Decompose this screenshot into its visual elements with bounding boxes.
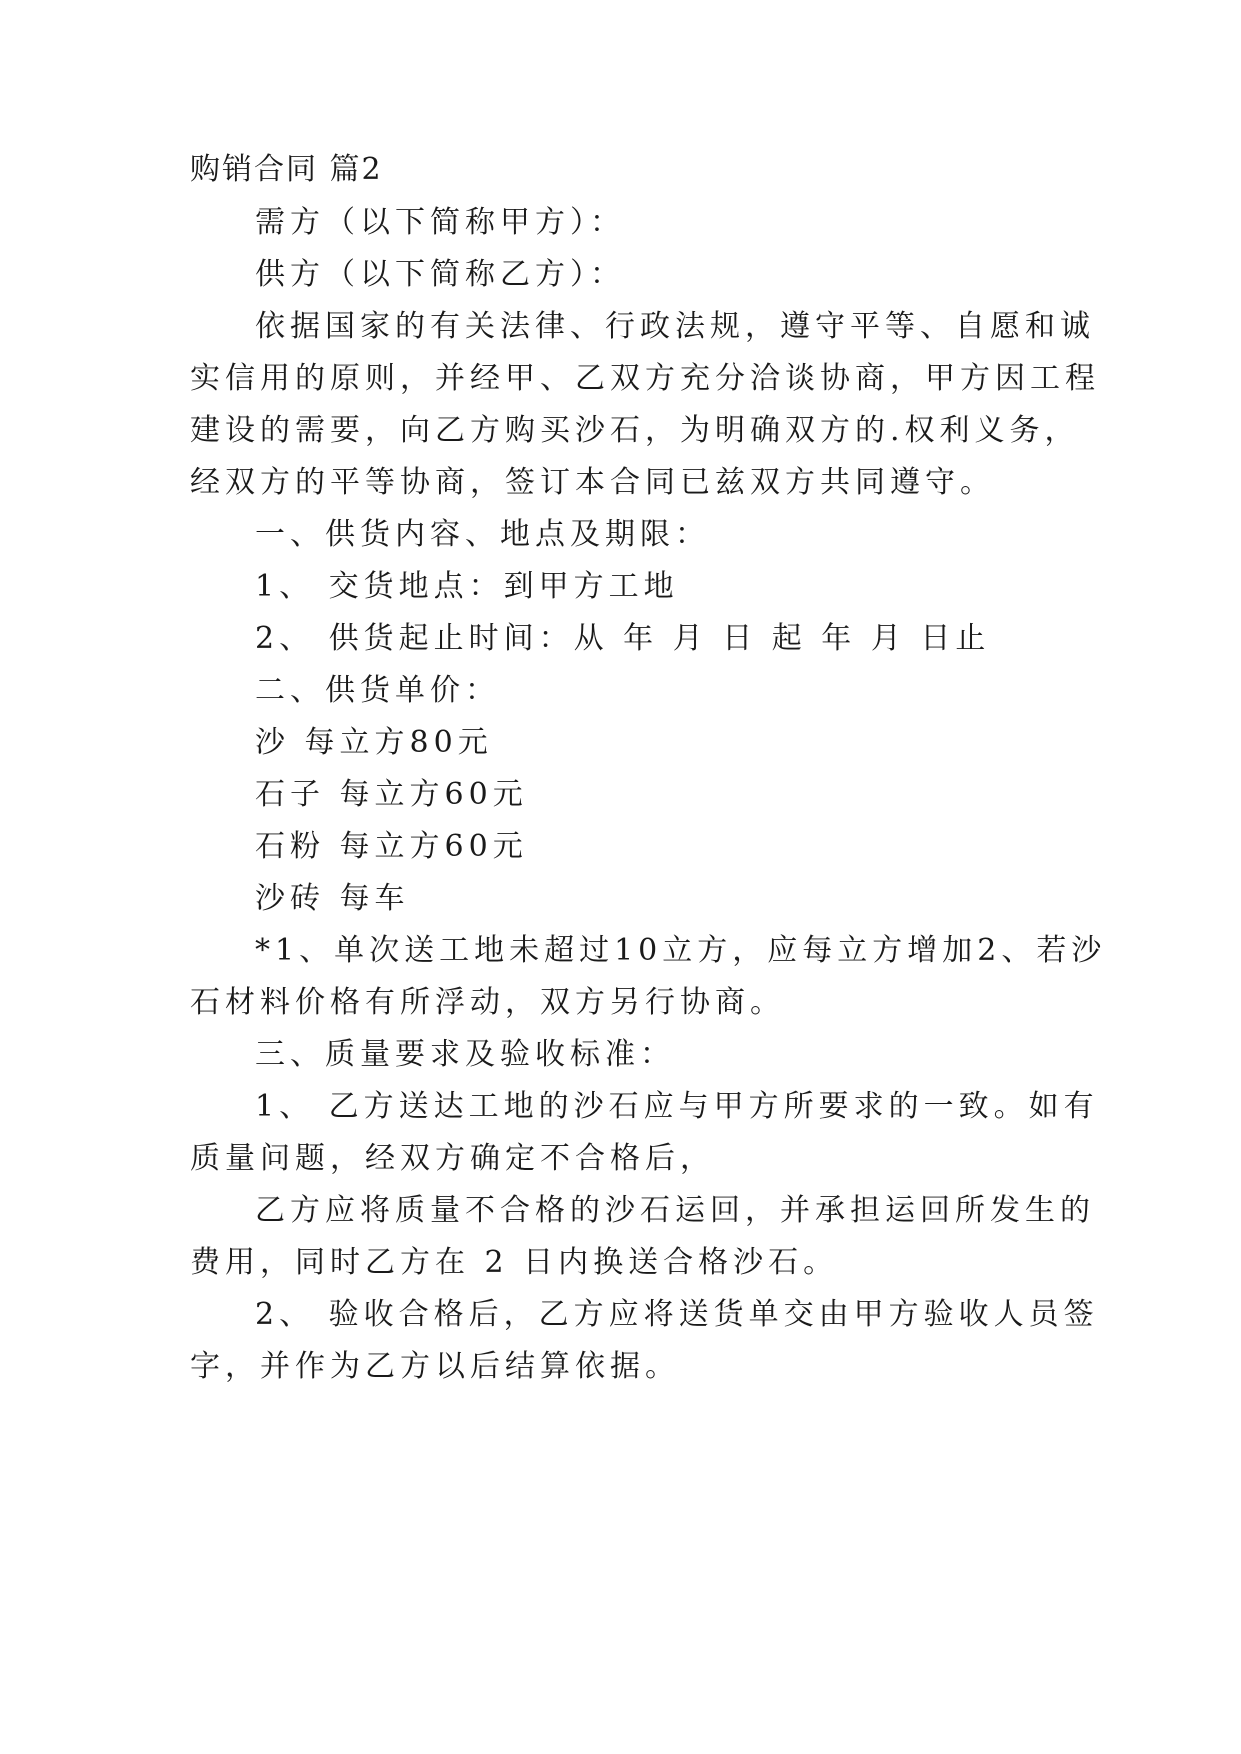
note-line-2: 石材料价格有所浮动，双方另行协商。 <box>190 985 785 1020</box>
preamble-line-4: 经双方的平等协商，签订本合同已兹双方共同遵守。 <box>190 465 995 500</box>
preamble-line-2: 实信用的原则，并经甲、乙双方充分洽谈协商，甲方因工程 <box>190 361 1100 396</box>
quality-item-1-line-3: 乙方应将质量不合格的沙石运回，并承担运回所发生的 <box>255 1193 1095 1228</box>
quality-item-2-line-1: 2、 验收合格后，乙方应将送货单交由甲方验收人员签 <box>255 1297 1099 1332</box>
price-brick-line: 沙砖 每车 <box>255 881 410 916</box>
preamble-line-1: 依据国家的有关法律、行政法规，遵守平等、自愿和诚 <box>255 309 1095 344</box>
quality-item-2-line-2: 字，并作为乙方以后结算依据。 <box>190 1349 680 1384</box>
quality-item-1-line-4: 费用，同时乙方在 2 日内换送合格沙石。 <box>190 1245 839 1280</box>
preamble-line-3: 建设的需要，向乙方购买沙石，为明确双方的.权利义务， <box>190 413 1080 448</box>
quality-item-1-line-2: 质量问题，经双方确定不合格后， <box>190 1141 715 1176</box>
price-sand-line: 沙 每立方80元 <box>255 725 493 760</box>
delivery-location-line: 1、 交货地点：到甲方工地 <box>255 569 679 604</box>
section-2-heading: 二、供货单价： <box>255 673 500 708</box>
document-title: 购销合同 篇2 <box>190 152 383 187</box>
supplier-line: 供方（以下简称乙方）： <box>255 257 625 292</box>
note-line-1: *1、单次送工地未超过10立方，应每立方增加2、若沙 <box>255 933 1107 968</box>
section-1-heading: 一、供货内容、地点及期限： <box>255 517 710 552</box>
price-powder-line: 石粉 每立方60元 <box>255 829 528 864</box>
buyer-line: 需方（以下简称甲方）： <box>255 205 625 240</box>
delivery-period-line: 2、 供货起止时间：从 年 月 日 起 年 月 日止 <box>255 621 991 656</box>
price-stone-line: 石子 每立方60元 <box>255 777 528 812</box>
section-3-heading: 三、质量要求及验收标准： <box>255 1037 675 1072</box>
quality-item-1-line-1: 1、 乙方送达工地的沙石应与甲方所要求的一致。如有 <box>255 1089 1099 1124</box>
